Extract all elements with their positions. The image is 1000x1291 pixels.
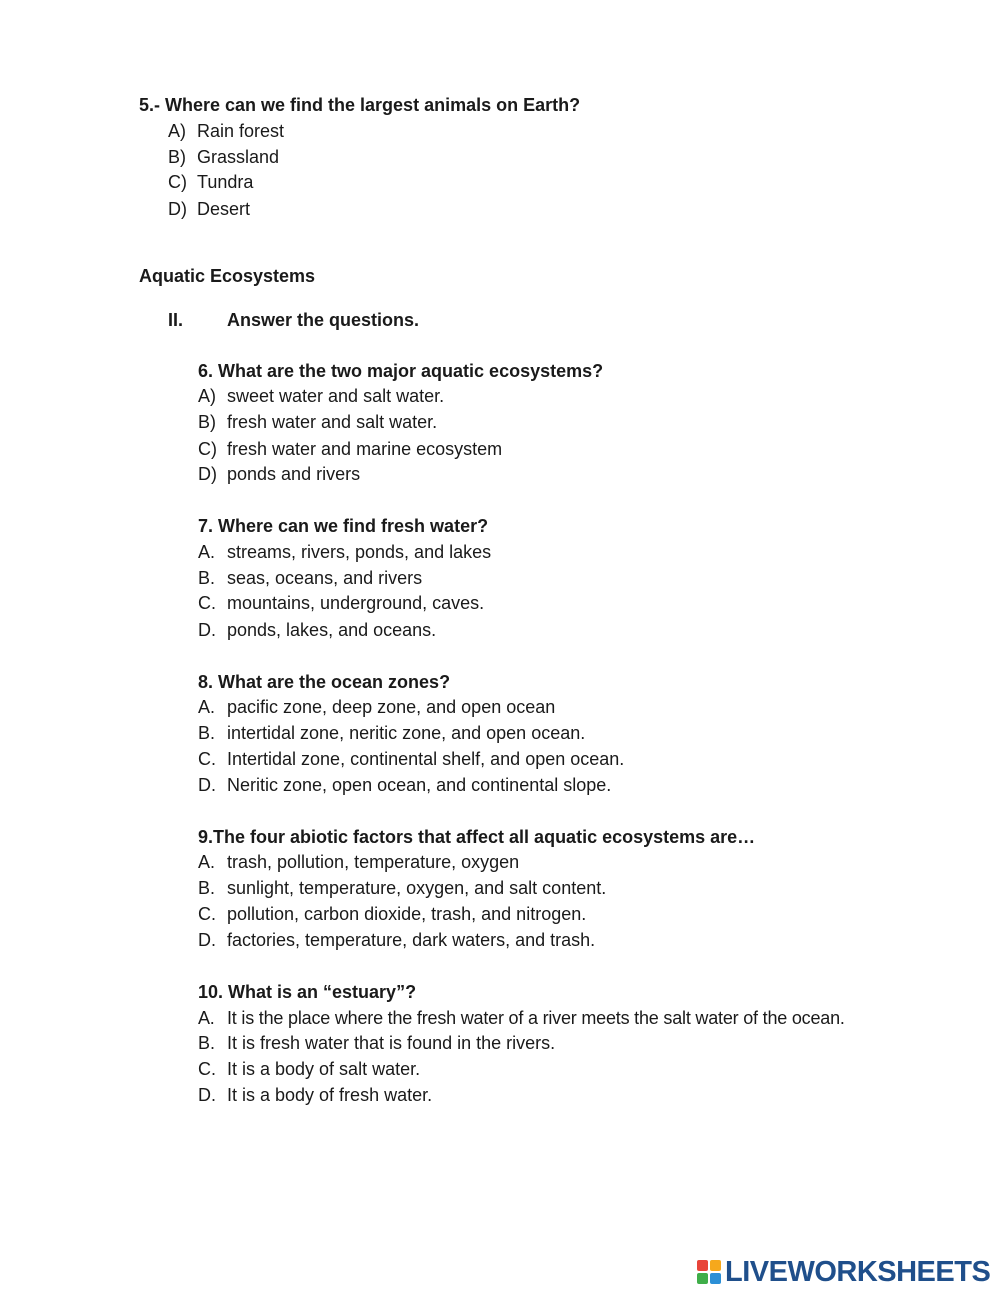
q8-option-a[interactable] — [198, 697, 555, 718]
option-text: sweet water and salt water. — [227, 386, 445, 406]
option-text: mountains, underground, caves. — [227, 593, 485, 613]
logo-block-blue — [710, 1273, 721, 1284]
option-letter: C. — [198, 904, 216, 924]
option-text: fresh water and marine ecosystem — [227, 439, 503, 459]
q10-option-c[interactable] — [198, 1059, 420, 1080]
option-text: It is a body of salt water. — [227, 1059, 421, 1079]
question-5: 5.- Where can we find the largest animals on Earth? — [139, 95, 581, 115]
option-text: sunlight, temperature, oxygen, and salt content. — [227, 878, 607, 898]
option-text: seas, oceans, and rivers — [227, 568, 423, 588]
q5-option-d[interactable] — [168, 199, 250, 220]
q7-option-c[interactable] — [198, 593, 484, 614]
question-9: 9.The four abiotic factors that affect all aquatic ecosystems are… — [198, 827, 756, 847]
logo-text: LIVEWORKSHEETS — [725, 1255, 991, 1288]
option-text: trash, pollution, temperature, oxygen — [227, 852, 520, 872]
option-text: Grassland — [197, 147, 280, 167]
q5-option-c[interactable] — [168, 172, 253, 193]
option-letter: D. — [198, 930, 216, 950]
option-letter: B) — [168, 147, 186, 167]
question-10: 10. What is an “estuary”? — [198, 982, 417, 1002]
option-text: factories, temperature, dark waters, and trash. — [227, 930, 596, 950]
option-letter: B. — [198, 878, 216, 898]
option-letter: A. — [198, 542, 216, 562]
section-instruction: Answer the questions. — [227, 310, 420, 330]
q10-option-b[interactable] — [198, 1033, 555, 1054]
q9-option-b[interactable] — [198, 878, 606, 899]
section-roman-numeral: II. — [168, 310, 184, 330]
question-7: 7. Where can we find fresh water? — [198, 516, 489, 536]
option-text: It is a body of fresh water. — [227, 1085, 433, 1105]
q8-option-d[interactable] — [198, 775, 611, 796]
option-text: streams, rivers, ponds, and lakes — [227, 542, 492, 562]
q5-option-b[interactable] — [168, 147, 279, 168]
option-letter: C. — [198, 593, 216, 613]
option-letter: A. — [198, 697, 216, 717]
option-letter: B) — [198, 412, 216, 432]
option-letter: C. — [198, 1059, 216, 1079]
option-text: pacific zone, deep zone, and open ocean — [227, 697, 556, 717]
logo-block-green — [697, 1273, 708, 1284]
question-8: 8. What are the ocean zones? — [198, 672, 451, 692]
q6-option-b[interactable] — [198, 412, 437, 433]
option-letter: A. — [198, 1008, 215, 1028]
option-text: ponds, lakes, and oceans. — [227, 620, 437, 640]
section-title: Aquatic Ecosystems — [139, 266, 316, 286]
q7-option-b[interactable] — [198, 568, 422, 589]
option-letter: D. — [198, 775, 216, 795]
option-letter: A) — [198, 386, 216, 406]
option-letter: B. — [198, 1033, 216, 1053]
q9-option-a[interactable] — [198, 852, 519, 873]
logo-block-red — [697, 1260, 708, 1271]
option-letter: D. — [198, 620, 216, 640]
option-letter: D) — [168, 199, 187, 219]
option-letter: B. — [198, 723, 216, 743]
option-letter: C) — [198, 439, 217, 459]
option-text: Intertidal zone, continental shelf, and open ocean. — [227, 749, 625, 769]
option-text: intertidal zone, neritic zone, and open ocean. — [227, 723, 586, 743]
q8-option-b[interactable] — [198, 723, 585, 744]
q6-option-d[interactable] — [198, 464, 360, 485]
q7-option-a[interactable] — [198, 542, 491, 563]
option-text: Neritic zone, open ocean, and continental slope. — [227, 775, 612, 795]
q10-option-a[interactable] — [198, 1008, 845, 1029]
option-text: Rain forest — [197, 121, 285, 141]
q8-option-c[interactable] — [198, 749, 624, 770]
option-text: pollution, carbon dioxide, trash, and nitrogen. — [227, 904, 587, 924]
option-text: ponds and rivers — [227, 464, 361, 484]
logo-blocks-icon — [697, 1260, 721, 1284]
logo-block-orange — [710, 1260, 721, 1271]
option-letter: D) — [198, 464, 217, 484]
option-text: It is fresh water that is found in the rivers. — [227, 1033, 556, 1053]
option-letter: A. — [198, 852, 216, 872]
option-letter: C. — [198, 749, 216, 769]
q10-option-d[interactable] — [198, 1085, 432, 1106]
option-letter: C) — [168, 172, 187, 192]
q9-option-c[interactable] — [198, 904, 586, 925]
option-letter: A) — [168, 121, 186, 141]
option-letter: D. — [198, 1085, 216, 1105]
q7-option-d[interactable] — [198, 620, 436, 641]
question-6: 6. What are the two major aquatic ecosystems? — [198, 361, 604, 381]
option-text: It is the place where the fresh water of a river meets the salt water of the ocean. — [227, 1008, 845, 1028]
liveworksheets-logo — [697, 1255, 990, 1289]
option-text: fresh water and salt water. — [227, 412, 438, 432]
option-text: Tundra — [197, 172, 254, 192]
option-text: Desert — [197, 199, 251, 219]
q6-option-a[interactable] — [198, 386, 444, 407]
q9-option-d[interactable] — [198, 930, 595, 951]
q6-option-c[interactable] — [198, 439, 502, 460]
q5-option-a[interactable] — [168, 121, 284, 142]
option-letter: B. — [198, 568, 216, 588]
